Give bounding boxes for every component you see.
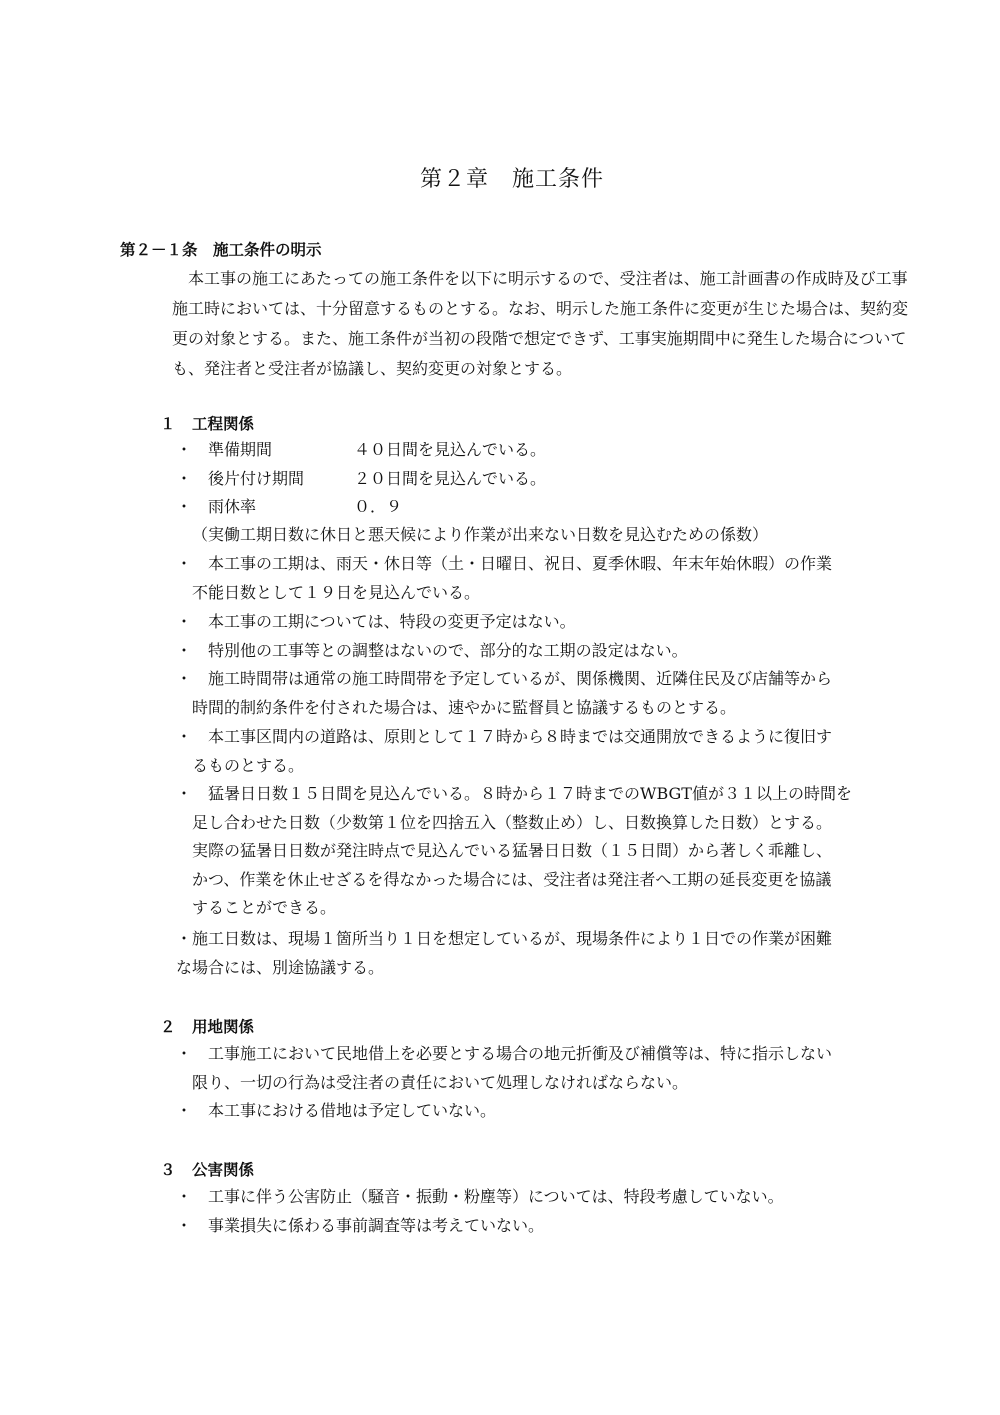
section-title: 用地関係 bbox=[192, 1018, 255, 1036]
list-item-prior-survey bbox=[176, 1212, 916, 1241]
item-line: 不能日数として１９日を見込んでいる。 bbox=[192, 582, 481, 602]
bullet: ・ bbox=[176, 784, 193, 803]
item-line: 時間的制約条件を付された場合は、速やかに監督員と協議するものとする。 bbox=[192, 697, 737, 717]
item-value: ２０日間を見込んでいる。 bbox=[354, 469, 547, 488]
item-line: 本工事における借地は予定していない。 bbox=[208, 1101, 497, 1120]
list-item-cleanup bbox=[176, 465, 916, 493]
list-item-coordination bbox=[176, 637, 916, 666]
bullet: ・ bbox=[176, 1101, 193, 1120]
bullet: ・ bbox=[176, 727, 193, 746]
article-title: 第２－１条 施工条件の明示 bbox=[120, 241, 322, 259]
section-number: ３ bbox=[160, 1161, 176, 1179]
list-item-heat-days bbox=[176, 780, 916, 923]
bullet: ・ bbox=[176, 497, 193, 516]
list-item-no-change bbox=[176, 608, 916, 637]
list-item-preparation bbox=[176, 436, 916, 464]
item-line: 本工事区間内の道路は、原則として１７時から８時までは交通開放できるように復旧す bbox=[208, 727, 833, 746]
section-heading-schedule bbox=[160, 412, 254, 434]
list-item-no-lease bbox=[176, 1097, 916, 1126]
item-line: 事業損失に係わる事前調査等は考えていない。 bbox=[208, 1216, 545, 1235]
bullet: ・ bbox=[176, 612, 193, 631]
item-line: 実際の猛暑日日数が発注時点で見込んでいる猛暑日日数（１５日間）から著しく乖離し、 bbox=[192, 841, 833, 860]
bullet: ・ bbox=[176, 1216, 193, 1235]
item-line: ・施工日数は、現場１箇所当り１日を想定しているが、現場条件により１日での作業が困難 bbox=[176, 929, 833, 948]
item-label: 後片付け期間 bbox=[208, 469, 305, 488]
section-heading-pollution bbox=[160, 1158, 254, 1180]
item-line: 足し合わせた日数（少数第１位を四捨五入（整数止め）し、日数換算した日数）とする。 bbox=[192, 812, 833, 832]
bullet: ・ bbox=[176, 554, 193, 573]
item-line: 猛暑日日数１５日間を見込んでいる。８時から１７時までのWBGT値が３１以上の時間を bbox=[208, 784, 852, 803]
item-line: かつ、作業を休止せざるを得なかった場合には、受注者は発注者へ工期の延長変更を協議 bbox=[192, 869, 832, 889]
bullet: ・ bbox=[176, 469, 193, 488]
rain-rate-note: （実働工期日数に休日と悪天候により作業が出来ない日数を見込むための係数） bbox=[192, 525, 769, 544]
section-title: 工程関係 bbox=[192, 415, 255, 433]
item-line: 特別他の工事等との調整はないので、部分的な工期の設定はない。 bbox=[208, 641, 688, 660]
section-number: ２ bbox=[160, 1018, 176, 1036]
list-item-work-hours bbox=[176, 665, 916, 722]
section-heading-land bbox=[160, 1015, 254, 1037]
item-line: することができる。 bbox=[192, 898, 337, 917]
section-title: 公害関係 bbox=[192, 1161, 255, 1179]
chapter-title: 第２章 施工条件 bbox=[419, 167, 604, 192]
list-item-rain-rate bbox=[176, 493, 916, 521]
item-line: 本工事の工期は、雨天・休日等（土・日曜日、祝日、夏季休暇、年末年始休暇）の作業 bbox=[208, 554, 833, 573]
bullet: ・ bbox=[176, 1044, 193, 1063]
item-line: 工事施工において民地借上を必要とする場合の地元折衝及び補償等は、特に指示しない bbox=[208, 1044, 833, 1063]
item-value: ０．９ bbox=[354, 497, 403, 516]
item-label: 雨休率 bbox=[208, 497, 257, 516]
intro-paragraph bbox=[172, 264, 912, 384]
section-number: １ bbox=[160, 415, 176, 433]
item-line: 限り、一切の行為は受注者の責任において処理しなければならない。 bbox=[192, 1072, 689, 1092]
list-item-work-days bbox=[176, 925, 916, 982]
intro-text: 本工事の施工にあたっての施工条件を以下に明示するので、受注者は、施工計画書の作成時及び工事施工時においては、十分留意するものとする。なお、明示した施工条件に変更が生じた場合は、契約変更の対象とする。また、施工条件が当初の段階で想定できず、工事実施期間中に発生した場合についても、発注者と受注者が協議し、契約変更の対象とする。 bbox=[172, 269, 909, 378]
item-line: 本工事の工期については、特段の変更予定はない。 bbox=[208, 612, 576, 631]
item-line: るものとする。 bbox=[192, 755, 305, 775]
bullet: ・ bbox=[176, 1187, 193, 1206]
bullet: ・ bbox=[176, 440, 193, 459]
list-item-work-period bbox=[176, 550, 916, 607]
bullet: ・ bbox=[176, 641, 193, 660]
bullet: ・ bbox=[176, 669, 193, 688]
item-line: な場合には、別途協議する。 bbox=[176, 957, 385, 977]
item-value: ４０日間を見込んでいる。 bbox=[354, 440, 547, 459]
list-item-land-negotiation bbox=[176, 1040, 916, 1097]
list-item-pollution-prevention bbox=[176, 1183, 916, 1212]
item-label: 準備期間 bbox=[208, 440, 273, 459]
item-line: 工事に伴う公害防止（騒音・振動・粉塵等）については、特段考慮していない。 bbox=[208, 1187, 784, 1206]
item-line: 施工時間帯は通常の施工時間帯を予定しているが、関係機関、近隣住民及び店舗等から bbox=[208, 669, 833, 688]
list-item-road-open bbox=[176, 723, 916, 780]
